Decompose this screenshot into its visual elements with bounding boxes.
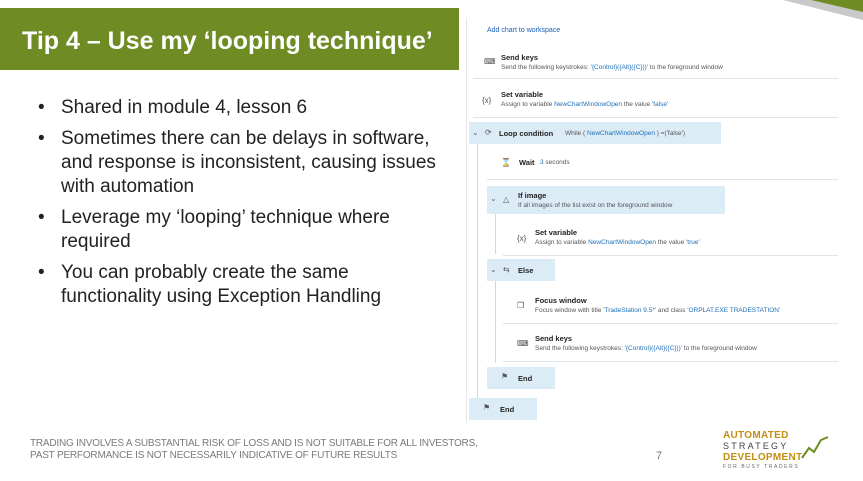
- bullet-item: [36, 127, 436, 199]
- disclaimer: [30, 438, 478, 462]
- bullet-item: [36, 96, 436, 120]
- logo-line: DEVELOPMENT: [723, 452, 803, 463]
- bullet-item: [36, 261, 436, 309]
- step-title: Wait: [519, 158, 535, 167]
- step-title: Set variable: [501, 90, 544, 99]
- variable-icon: {x}: [482, 96, 492, 105]
- logo-chart-icon: [801, 434, 829, 460]
- if-icon: △: [503, 195, 510, 204]
- step-set-variable-2[interactable]: [503, 222, 838, 252]
- corner-decoration-green: [811, 0, 863, 12]
- divider: [487, 179, 838, 180]
- step-title: End: [500, 405, 515, 414]
- bullet-item: [36, 206, 436, 254]
- bullet-list: [36, 96, 436, 316]
- flow-designer-panel: [466, 18, 844, 423]
- logo-line: FOR BUSY TRADERS: [723, 464, 800, 470]
- if-guide-line: [495, 214, 496, 254]
- step-desc: Send the following keystrokes: '{Control}({Alt}({C}))' to the foreground window: [535, 345, 757, 352]
- step-set-variable-1[interactable]: [473, 84, 838, 114]
- step-end-if[interactable]: [487, 367, 555, 389]
- divider: [503, 323, 838, 324]
- keyboard-icon: ⌨: [517, 339, 529, 348]
- step-title: Focus window: [535, 296, 587, 305]
- add-chart-link[interactable]: Add chart to workspace: [487, 27, 561, 34]
- disclaimer-line: PAST PERFORMANCE IS NOT NECESSARILY INDICATIVE OF FUTURE RESULTS: [30, 450, 398, 461]
- variable-icon: {x}: [517, 234, 527, 243]
- flag-icon: ⚑: [501, 372, 509, 381]
- bullet-text: Shared in module 4, lesson 6: [61, 97, 308, 118]
- bullet-text: You can probably create the same functionality using Exception Handling: [61, 262, 382, 307]
- step-desc: While ( NewChartWindowOpen ) =('false'): [565, 130, 686, 137]
- loop-guide-line: [477, 144, 478, 400]
- bullet-text: Sometimes there can be delays in software, and response is inconsistent, causing issues with automation: [61, 128, 436, 197]
- step-title: If image: [518, 191, 547, 200]
- step-desc: Assign to variable NewChartWindowOpen the value 'true': [535, 239, 700, 246]
- step-loop-condition[interactable]: [469, 122, 721, 144]
- step-title: Send keys: [501, 53, 539, 62]
- step-desc: Send the following keystrokes: '{Control}({Alt}({C}))' to the foreground window: [501, 64, 723, 71]
- keyboard-icon: ⌨: [484, 57, 496, 66]
- window-icon: ❐: [517, 301, 525, 310]
- step-title: End: [518, 374, 533, 383]
- step-title: Else: [518, 266, 534, 275]
- step-send-keys-1[interactable]: [473, 46, 838, 76]
- divider: [473, 78, 838, 79]
- disclaimer-line: TRADING INVOLVES A SUBSTANTIAL RISK OF LOSS AND IS NOT SUITABLE FOR ALL INVESTORS,: [30, 438, 478, 449]
- step-wait[interactable]: [487, 150, 838, 176]
- chevron-down-icon[interactable]: ⌄: [490, 194, 497, 203]
- step-title: Send keys: [535, 334, 573, 343]
- step-desc: Assign to variable NewChartWindowOpen the value 'false': [501, 101, 669, 108]
- step-desc: Focus window with title 'TradeStation 9.5*' and class 'ORPLAT.EXE TRADESTATION': [535, 307, 781, 314]
- bullet-text: Leverage my ‘looping’ technique where required: [61, 207, 390, 252]
- step-title: Set variable: [535, 228, 578, 237]
- bullet-dot: •: [38, 128, 45, 149]
- hourglass-icon: ⌛: [501, 158, 511, 167]
- step-if-image[interactable]: [487, 186, 725, 214]
- bullet-dot: •: [38, 207, 45, 228]
- flag-icon: ⚑: [483, 403, 491, 412]
- title-bar: [0, 8, 459, 70]
- step-desc: 3 seconds: [540, 159, 570, 166]
- step-else[interactable]: [487, 259, 555, 281]
- else-icon: ⇆: [503, 265, 510, 274]
- step-end-loop[interactable]: [469, 398, 537, 420]
- divider: [473, 117, 838, 118]
- chevron-down-icon[interactable]: ⌄: [490, 265, 497, 274]
- divider: [503, 255, 838, 256]
- loop-icon: ⟳: [485, 128, 492, 137]
- page-number: 7: [656, 450, 663, 462]
- bullet-dot: •: [38, 97, 45, 118]
- step-focus-window[interactable]: [503, 290, 838, 320]
- else-guide-line: [495, 281, 496, 363]
- divider: [503, 361, 838, 362]
- bullet-dot: •: [38, 262, 45, 283]
- step-desc: If all images of the list exist on the foreground window: [518, 202, 673, 209]
- logo-line: STRATEGY: [723, 441, 789, 451]
- slide-title: Tip 4 – Use my ‘looping technique’: [22, 27, 433, 55]
- step-title: Loop condition: [499, 129, 554, 138]
- step-send-keys-2[interactable]: [503, 328, 838, 358]
- company-logo: [723, 430, 833, 472]
- chevron-down-icon[interactable]: ⌄: [472, 128, 479, 137]
- logo-line: AUTOMATED: [723, 430, 789, 441]
